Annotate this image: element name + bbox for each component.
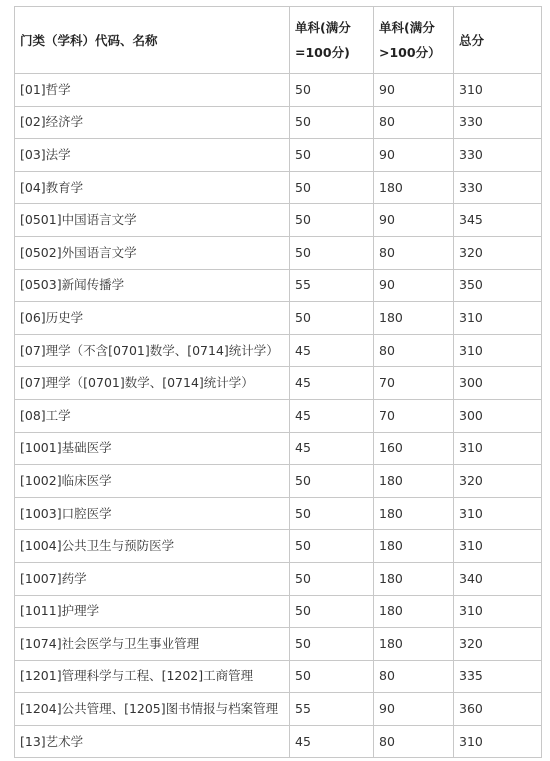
row-category-cell: [1007]药学 (15, 562, 290, 595)
row-total-cell: 310 (454, 302, 542, 335)
row-total-cell: 310 (454, 74, 542, 107)
row-single-gt100-cell: 180 (374, 562, 454, 595)
row-category-cell: [1011]护理学 (15, 595, 290, 628)
table-row (15, 302, 542, 335)
row-total-cell: 335 (454, 660, 542, 693)
row-total-cell: 310 (454, 497, 542, 530)
row-single-gt100-cell: 180 (374, 171, 454, 204)
row-single-gt100-cell: 180 (374, 628, 454, 661)
row-single-100-cell: 50 (290, 106, 374, 139)
row-single-100-cell: 55 (290, 269, 374, 302)
row-single-100-cell: 50 (290, 530, 374, 563)
table-row (15, 432, 542, 465)
row-single-gt100-cell: 90 (374, 74, 454, 107)
row-single-gt100-cell: 180 (374, 465, 454, 498)
table-row (15, 725, 542, 758)
row-total-cell: 350 (454, 269, 542, 302)
row-single-100-cell: 50 (290, 465, 374, 498)
row-single-gt100-cell: 160 (374, 432, 454, 465)
table-row (15, 367, 542, 400)
row-single-100-cell: 50 (290, 139, 374, 172)
row-total-cell: 330 (454, 106, 542, 139)
row-single-gt100-cell: 80 (374, 236, 454, 269)
row-single-100-cell: 45 (290, 725, 374, 758)
row-single-gt100-cell: 180 (374, 530, 454, 563)
row-total-cell: 300 (454, 399, 542, 432)
row-category-cell: [06]历史学 (15, 302, 290, 335)
row-single-gt100-cell: 80 (374, 725, 454, 758)
row-total-cell: 310 (454, 432, 542, 465)
row-category-cell: [1201]管理科学与工程、[1202]工商管理 (15, 660, 290, 693)
row-single-100-cell: 50 (290, 660, 374, 693)
row-category-cell: [07]理学（不含[0701]数学、[0714]统计学） (15, 334, 290, 367)
row-total-cell: 320 (454, 236, 542, 269)
row-category-cell: [1002]临床医学 (15, 465, 290, 498)
row-single-gt100-cell: 80 (374, 660, 454, 693)
header-single-100: 单科(满分=100分) (290, 7, 374, 74)
row-single-100-cell: 50 (290, 302, 374, 335)
row-single-gt100-cell: 90 (374, 693, 454, 726)
row-category-cell: [02]经济学 (15, 106, 290, 139)
row-single-100-cell: 50 (290, 562, 374, 595)
score-line-table (14, 6, 542, 758)
row-category-cell: [1004]公共卫生与预防医学 (15, 530, 290, 563)
row-single-gt100-cell: 90 (374, 269, 454, 302)
table-row (15, 628, 542, 661)
row-total-cell: 310 (454, 530, 542, 563)
row-total-cell: 300 (454, 367, 542, 400)
row-category-cell: [03]法学 (15, 139, 290, 172)
row-category-cell: [07]理学（[0701]数学、[0714]统计学） (15, 367, 290, 400)
row-category-cell: [1003]口腔医学 (15, 497, 290, 530)
row-single-gt100-cell: 80 (374, 106, 454, 139)
row-single-100-cell: 50 (290, 171, 374, 204)
row-single-100-cell: 50 (290, 204, 374, 237)
row-single-gt100-cell: 180 (374, 497, 454, 530)
table-row (15, 106, 542, 139)
table-header-row (15, 7, 542, 74)
row-total-cell: 310 (454, 595, 542, 628)
row-single-100-cell: 50 (290, 74, 374, 107)
table-row (15, 497, 542, 530)
table-body (15, 74, 542, 758)
row-single-gt100-cell: 70 (374, 367, 454, 400)
row-single-gt100-cell: 90 (374, 139, 454, 172)
row-total-cell: 310 (454, 725, 542, 758)
row-category-cell: [0503]新闻传播学 (15, 269, 290, 302)
row-total-cell: 320 (454, 628, 542, 661)
row-single-100-cell: 45 (290, 334, 374, 367)
table-row (15, 595, 542, 628)
row-single-gt100-cell: 90 (374, 204, 454, 237)
table-row (15, 74, 542, 107)
row-single-100-cell: 50 (290, 595, 374, 628)
row-category-cell: [04]教育学 (15, 171, 290, 204)
row-single-gt100-cell: 70 (374, 399, 454, 432)
row-single-gt100-cell: 180 (374, 302, 454, 335)
row-category-cell: [0502]外国语言文学 (15, 236, 290, 269)
row-single-100-cell: 50 (290, 236, 374, 269)
row-total-cell: 310 (454, 334, 542, 367)
row-total-cell: 320 (454, 465, 542, 498)
row-single-gt100-cell: 180 (374, 595, 454, 628)
table-row (15, 269, 542, 302)
table-row (15, 204, 542, 237)
table-row (15, 562, 542, 595)
row-single-100-cell: 45 (290, 399, 374, 432)
row-category-cell: [1074]社会医学与卫生事业管理 (15, 628, 290, 661)
header-category: 门类（学科）代码、名称 (15, 7, 290, 74)
row-total-cell: 330 (454, 171, 542, 204)
row-category-cell: [13]艺术学 (15, 725, 290, 758)
row-category-cell: [0501]中国语言文学 (15, 204, 290, 237)
table-row (15, 399, 542, 432)
table-row (15, 171, 542, 204)
row-category-cell: [1001]基础医学 (15, 432, 290, 465)
table-row (15, 530, 542, 563)
table-row (15, 139, 542, 172)
row-single-100-cell: 50 (290, 497, 374, 530)
header-total: 总分 (454, 7, 542, 74)
table-row (15, 660, 542, 693)
table-row (15, 236, 542, 269)
row-single-100-cell: 45 (290, 367, 374, 400)
row-category-cell: [1204]公共管理、[1205]图书情报与档案管理 (15, 693, 290, 726)
row-category-cell: [08]工学 (15, 399, 290, 432)
table-row (15, 465, 542, 498)
row-category-cell: [01]哲学 (15, 74, 290, 107)
row-single-gt100-cell: 80 (374, 334, 454, 367)
table-row (15, 334, 542, 367)
header-single-gt100: 单科(满分>100分） (374, 7, 454, 74)
row-single-100-cell: 45 (290, 432, 374, 465)
row-total-cell: 360 (454, 693, 542, 726)
row-total-cell: 330 (454, 139, 542, 172)
row-total-cell: 340 (454, 562, 542, 595)
row-total-cell: 345 (454, 204, 542, 237)
table-row (15, 693, 542, 726)
row-single-100-cell: 50 (290, 628, 374, 661)
row-single-100-cell: 55 (290, 693, 374, 726)
